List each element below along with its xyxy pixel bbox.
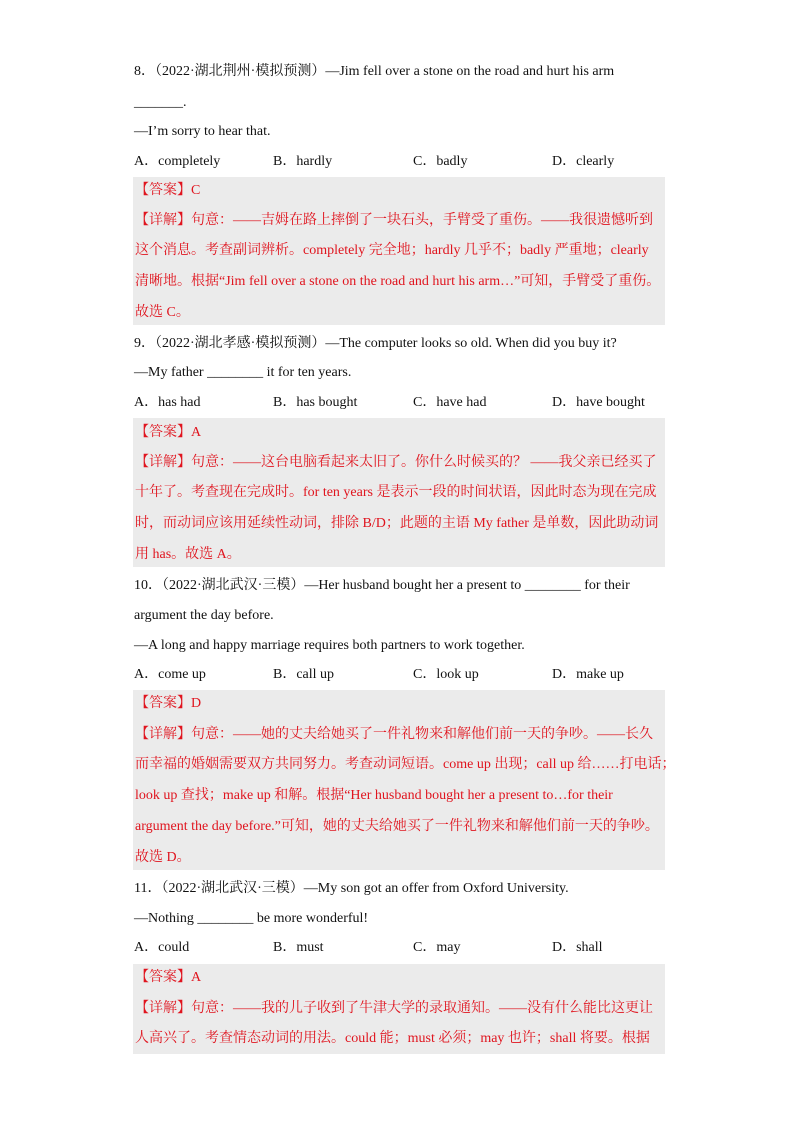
q9-answer: 【答案】A: [135, 425, 202, 440]
q9-option-c: C．have had: [413, 395, 487, 410]
q11-option-a: A．could: [134, 940, 190, 955]
q9-stem-line-1: 9．（2022·湖北孝感·模拟预测）—The computer looks so old. When did you buy it?: [134, 336, 617, 351]
q11-explain-line: 人高兴了。考查情态动词的用法。could 能；must 必须；may 也许；shall 将要。根据: [135, 1031, 650, 1046]
q8-answer-box: [133, 177, 665, 325]
q10-option-d: D．make up: [552, 667, 624, 682]
q11-stem-line-1: 11．（2022·湖北武汉·三模）—My son got an offer from Oxford University.: [134, 881, 569, 896]
q9-explain-line: 十年了。考查现在完成时。for ten years 是表示一段的时间状语，因此时态为现在完成: [135, 485, 657, 500]
q11-option-c: C．may: [413, 940, 461, 955]
q8-explain-line: 这个消息。考查副词辨析。completely 完全地；hardly 几乎不；badly 严重地；clearly: [135, 243, 649, 258]
q10-explain-line: argument the day before.”可知，她的丈夫给她买了一件礼物来和解他们前一天的争吵。: [135, 819, 659, 834]
q9-explain-line: 【详解】句意：——这台电脑看起来太旧了。你什么时候买的？ ——我父亲已经买了: [135, 455, 657, 470]
q9-option-b: B．has bought: [273, 395, 358, 410]
q9-explain-line: 用 has。故选 A。: [135, 547, 241, 562]
q9-answer-box: [133, 418, 665, 567]
q9-explain-line: 时，而动词应该用延续性动词，排除 B/D；此题的主语 My father 是单数，因此助动词: [135, 516, 659, 531]
q8-stem-line-2: _______.: [134, 95, 187, 110]
q11-reply: —Nothing ________ be more wonderful!: [134, 911, 369, 926]
q9-option-d: D．have bought: [552, 395, 645, 410]
q11-explain-line: 【详解】句意：——我的儿子收到了牛津大学的录取通知。——没有什么能比这更让: [135, 1001, 653, 1016]
q10-explain-line: 【详解】句意：——她的丈夫给她买了一件礼物来和解他们前一天的争吵。——长久: [135, 727, 653, 742]
q10-stem-line-1: 10．（2022·湖北武汉·三模）—Her husband bought her a present to ________ for their: [134, 578, 630, 593]
q10-option-a: A．come up: [134, 667, 206, 682]
q8-explain-line: 清晰地。根据“Jim fell over a stone on the road and hurt his arm…”可知，手臂受了重伤。: [135, 274, 661, 289]
q9-reply: —My father ________ it for ten years.: [134, 365, 352, 380]
q8-answer: 【答案】C: [135, 183, 201, 198]
q10-explain-line: look up 查找；make up 和解。根据“Her husband bought her a present to…for their: [135, 788, 613, 803]
q8-explain-line: 【详解】句意：——吉姆在路上摔倒了一块石头，手臂受了重伤。——我很遗憾听到: [135, 213, 653, 228]
q10-stem-line-2: argument the day before.: [134, 608, 274, 623]
q10-reply: —A long and happy marriage requires both partners to work together.: [134, 638, 525, 653]
q8-option-d: D．clearly: [552, 154, 615, 169]
q8-reply: —I’m sorry to hear that.: [134, 124, 271, 139]
q8-option-c: C．badly: [413, 154, 468, 169]
q10-option-c: C．look up: [413, 667, 479, 682]
q8-option-a: A．completely: [134, 154, 221, 169]
q10-explain-line: 故选 D。: [135, 850, 191, 865]
q11-option-b: B．must: [273, 940, 324, 955]
q8-explain-line: 故选 C。: [135, 305, 190, 320]
q10-answer-box: [133, 690, 676, 870]
q11-answer-box: [133, 964, 665, 1054]
q10-explain-line: 而幸福的婚姻需要双方共同努力。考查动词短语。come up 出现；call up 给……打电话；: [135, 757, 676, 772]
q8-stem-line-1: 8．（2022·湖北荆州·模拟预测）—Jim fell over a stone on the road and hurt his arm: [134, 64, 615, 79]
q10-answer: 【答案】D: [135, 696, 202, 711]
q11-answer: 【答案】A: [135, 970, 202, 985]
q8-option-b: B．hardly: [273, 154, 333, 169]
q9-option-a: A．has had: [134, 395, 201, 410]
q10-option-b: B．call up: [273, 667, 335, 682]
q11-option-d: D．shall: [552, 940, 603, 955]
